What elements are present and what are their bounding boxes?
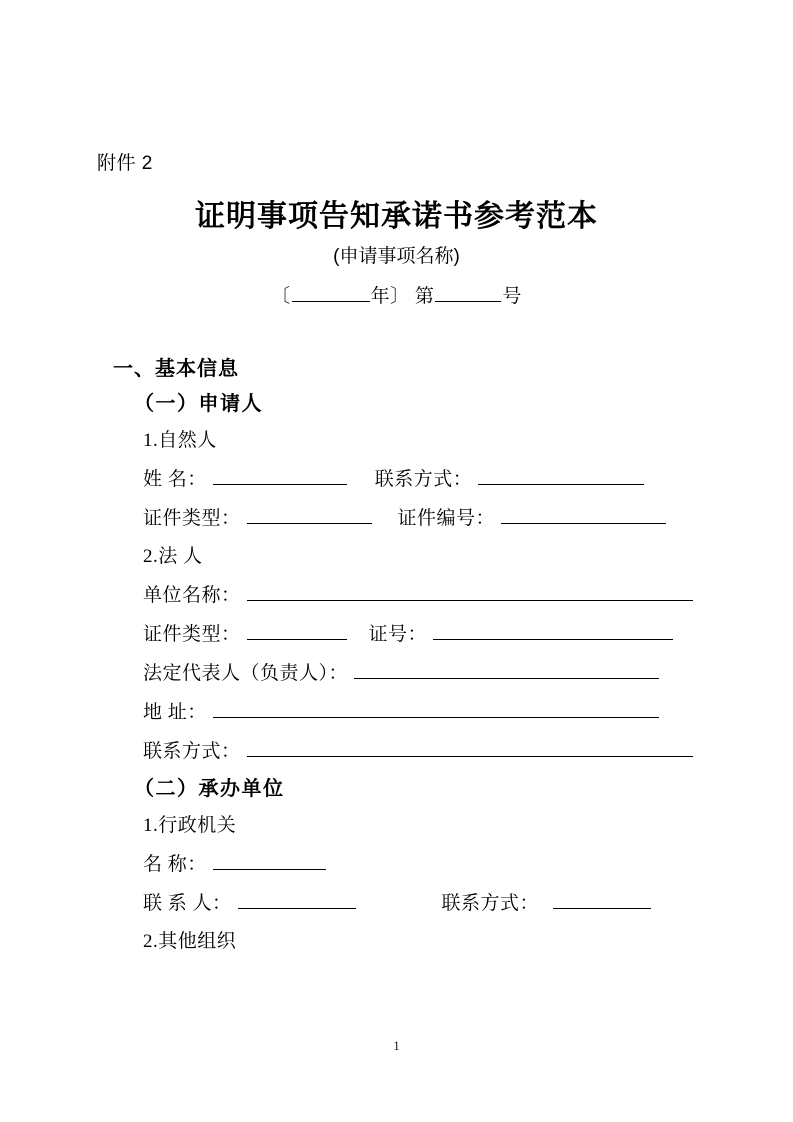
field-row: [143, 693, 793, 732]
doc-number-serial-blank[interactable]: [435, 283, 501, 302]
input-organ-name[interactable]: [213, 852, 326, 870]
input-id-number[interactable]: [501, 506, 666, 524]
label-org-id-type: 证件类型：: [143, 624, 241, 645]
label-org-certificate-number: 证号：: [368, 624, 428, 645]
field-row: [143, 576, 793, 615]
label-org-contact-method: 联系方式：: [143, 741, 241, 762]
label-organization-name: 单位名称：: [143, 585, 241, 606]
page-title: 证明事项告知承诺书参考范本: [195, 200, 598, 233]
document-body: [0, 352, 793, 961]
doc-number-suffix: 号: [502, 286, 522, 307]
attachment-label: 附件 2: [97, 153, 153, 174]
section-heading-basic-info: 一、基本信息: [113, 358, 239, 380]
label-organ-contact-method: 联系方式：: [441, 893, 540, 914]
doc-number-year-blank[interactable]: [292, 283, 370, 302]
label-organ-name: 名 称：: [143, 854, 207, 875]
input-contact-method[interactable]: [478, 467, 644, 485]
doc-number-prefix: 第: [414, 286, 435, 307]
label-contact-person: 联 系 人：: [143, 893, 232, 914]
field-row: [143, 499, 793, 538]
group-heading-administrative-organ: 1.行政机关: [143, 815, 237, 836]
label-id-number: 证件编号：: [397, 508, 496, 529]
subsection-heading-applicant: （一）申请人: [134, 393, 263, 415]
field-row: [143, 654, 793, 693]
page-number: 1: [393, 1038, 400, 1053]
label-contact-method: 联系方式：: [374, 469, 473, 490]
input-name[interactable]: [213, 467, 347, 485]
doc-number-bracket-open: 〔: [271, 286, 291, 307]
group-heading-other-organization: 2.其他组织: [143, 931, 237, 952]
field-row: [143, 845, 793, 884]
input-address[interactable]: [213, 700, 659, 718]
input-id-type[interactable]: [247, 506, 372, 524]
field-row: [143, 884, 793, 923]
input-legal-representative[interactable]: [354, 661, 659, 679]
group-heading-legal-person: 2.法 人: [143, 546, 203, 567]
label-address: 地 址：: [143, 702, 207, 723]
field-row: [143, 615, 793, 654]
document-number-line: [0, 281, 793, 308]
input-organization-name[interactable]: [247, 583, 693, 601]
input-org-contact-method[interactable]: [247, 739, 693, 757]
input-org-id-type[interactable]: [247, 622, 347, 640]
input-contact-person[interactable]: [238, 891, 356, 909]
input-org-certificate-number[interactable]: [433, 622, 673, 640]
subsection-heading-handling-unit: （二）承办单位: [134, 778, 285, 800]
label-legal-representative: 法定代表人（负责人）：: [143, 663, 349, 684]
doc-number-year-suffix: 年〕: [370, 286, 410, 307]
label-name: 姓 名：: [143, 469, 207, 490]
field-row: [143, 460, 793, 499]
label-id-type: 证件类型：: [143, 508, 241, 529]
input-organ-contact-method[interactable]: [553, 891, 651, 909]
page-subtitle: (申请事项名称): [333, 245, 460, 267]
group-heading-natural-person: 1.自然人: [143, 430, 217, 451]
field-row: [143, 732, 793, 771]
title-block: [0, 198, 793, 308]
